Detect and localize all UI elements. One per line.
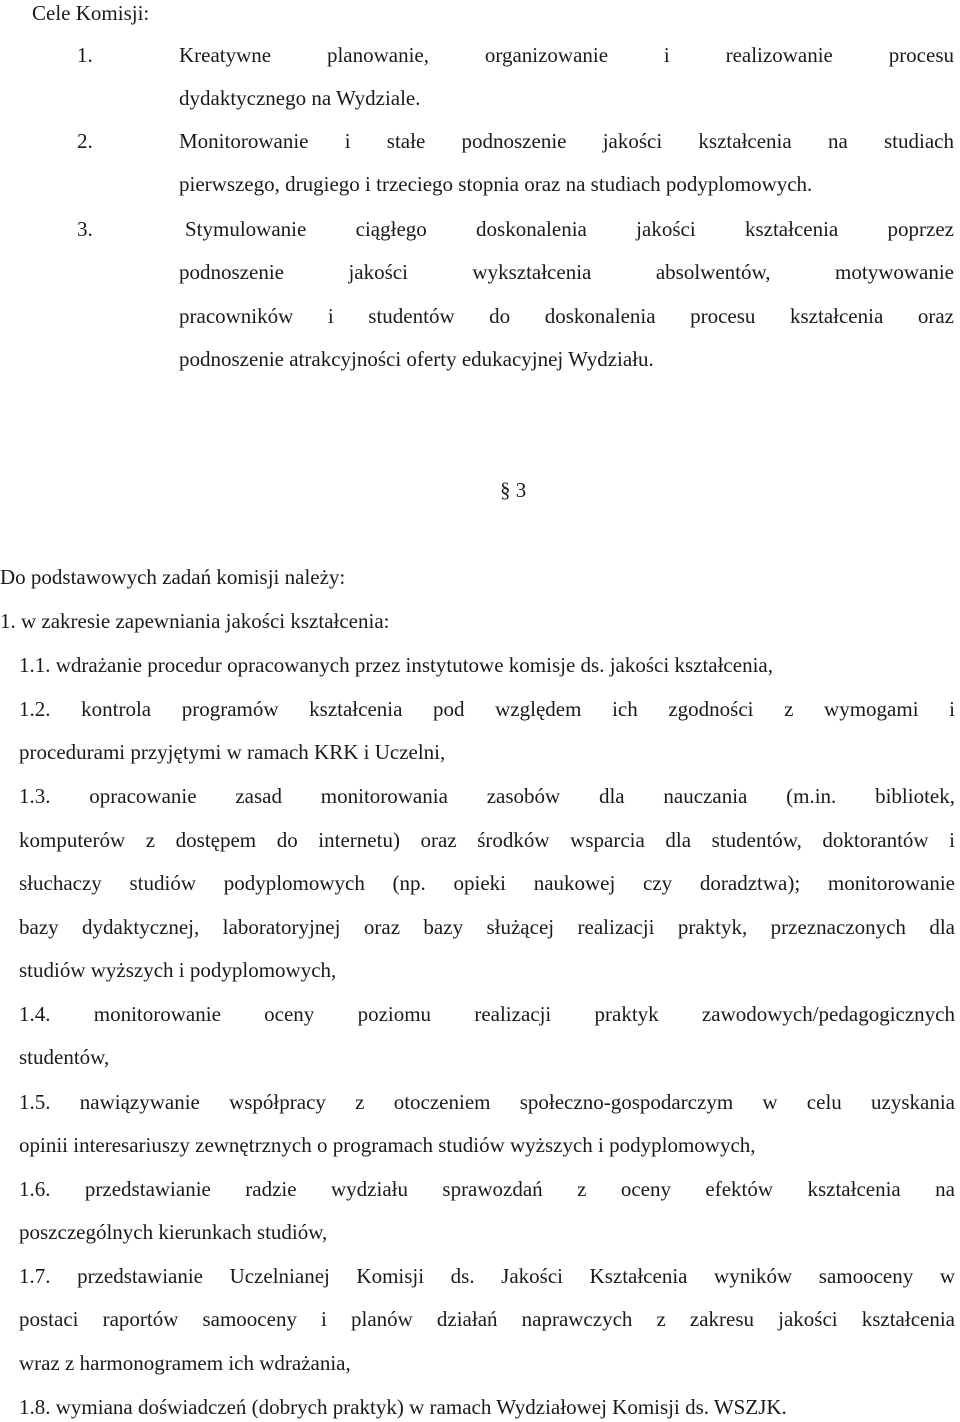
task-line: poszczególnych kierunkach studiów,	[19, 1220, 328, 1244]
task-line: 1.6. przedstawianie radzie wydziału sprawozdań z oceny efektów kształcenia na	[19, 1177, 955, 1201]
task-line: procedurami przyjętymi w ramach KRK i Uczelni,	[19, 740, 446, 764]
task-line: słuchaczy studiów podyplomowych (np. opieki naukowej czy doradztwa); monitorowanie	[19, 871, 955, 895]
goal-line: podnoszenie jakości wykształcenia absolwentów, motywowanie	[179, 260, 954, 284]
goal-line: dydaktycznego na Wydziale.	[179, 86, 421, 110]
task-line: wraz z harmonogramem ich wdrażania,	[19, 1351, 351, 1375]
tasks-intro: Do podstawowych zadań komisji należy:	[0, 565, 346, 589]
goal-line: Stymulowanie ciągłego doskonalenia jakości kształcenia poprzez	[185, 217, 954, 241]
task-line: studentów,	[19, 1045, 110, 1069]
goal-number: 1.	[77, 43, 93, 67]
task-line: 1.2. kontrola programów kształcenia pod względem ich zgodności z wymogami i	[19, 697, 955, 721]
goal-line: pierwszego, drugiego i trzeciego stopnia oraz na studiach podyplomowych.	[179, 172, 813, 196]
goal-line: podnoszenie atrakcyjności oferty edukacyjnej Wydziału.	[179, 347, 654, 371]
task-line: komputerów z dostępem do internetu) oraz środków wsparcia dla studentów, doktorantów i	[19, 828, 955, 852]
goals-heading: Cele Komisji:	[32, 1, 150, 25]
task-line: studiów wyższych i podyplomowych,	[19, 958, 337, 982]
task-line: postaci raportów samooceny i planów działań naprawczych z zakresu jakości kształcenia	[19, 1307, 955, 1331]
task-line: 1.4. monitorowanie oceny poziomu realizacji praktyk zawodowych/pedagogicznych	[19, 1002, 955, 1026]
task-line: opinii interesariuszy zewnętrznych o programach studiów wyższych i podyplomowych,	[19, 1133, 756, 1157]
goal-line: Kreatywne planowanie, organizowanie i realizowanie procesu	[179, 43, 954, 67]
task-line: 1.1. wdrażanie procedur opracowanych przez instytutowe komisje ds. jakości kształcenia,	[19, 653, 773, 677]
goal-number: 3.	[77, 217, 93, 241]
section-mark: § 3	[500, 478, 527, 502]
goal-line: Monitorowanie i stałe podnoszenie jakości kształcenia na studiach	[179, 129, 954, 153]
goal-number: 2.	[77, 129, 93, 153]
goal-line: pracowników i studentów do doskonalenia procesu kształcenia oraz	[179, 304, 954, 328]
tasks-group-heading: 1. w zakresie zapewniania jakości kształcenia:	[0, 609, 390, 633]
task-line: 1.5. nawiązywanie współpracy z otoczeniem społeczno-gospodarczym w celu uzyskania	[19, 1090, 955, 1114]
task-line: 1.7. przedstawianie Uczelnianej Komisji ds. Jakości Kształcenia wyników samooceny w	[19, 1264, 955, 1288]
task-line: bazy dydaktycznej, laboratoryjnej oraz bazy służącej realizacji praktyk, przeznaczonych dla	[19, 915, 955, 939]
task-line: 1.3. opracowanie zasad monitorowania zasobów dla nauczania (m.in. bibliotek,	[19, 784, 955, 808]
task-line: 1.8. wymiana doświadczeń (dobrych praktyk) w ramach Wydziałowej Komisji ds. WSZJK.	[19, 1395, 787, 1419]
